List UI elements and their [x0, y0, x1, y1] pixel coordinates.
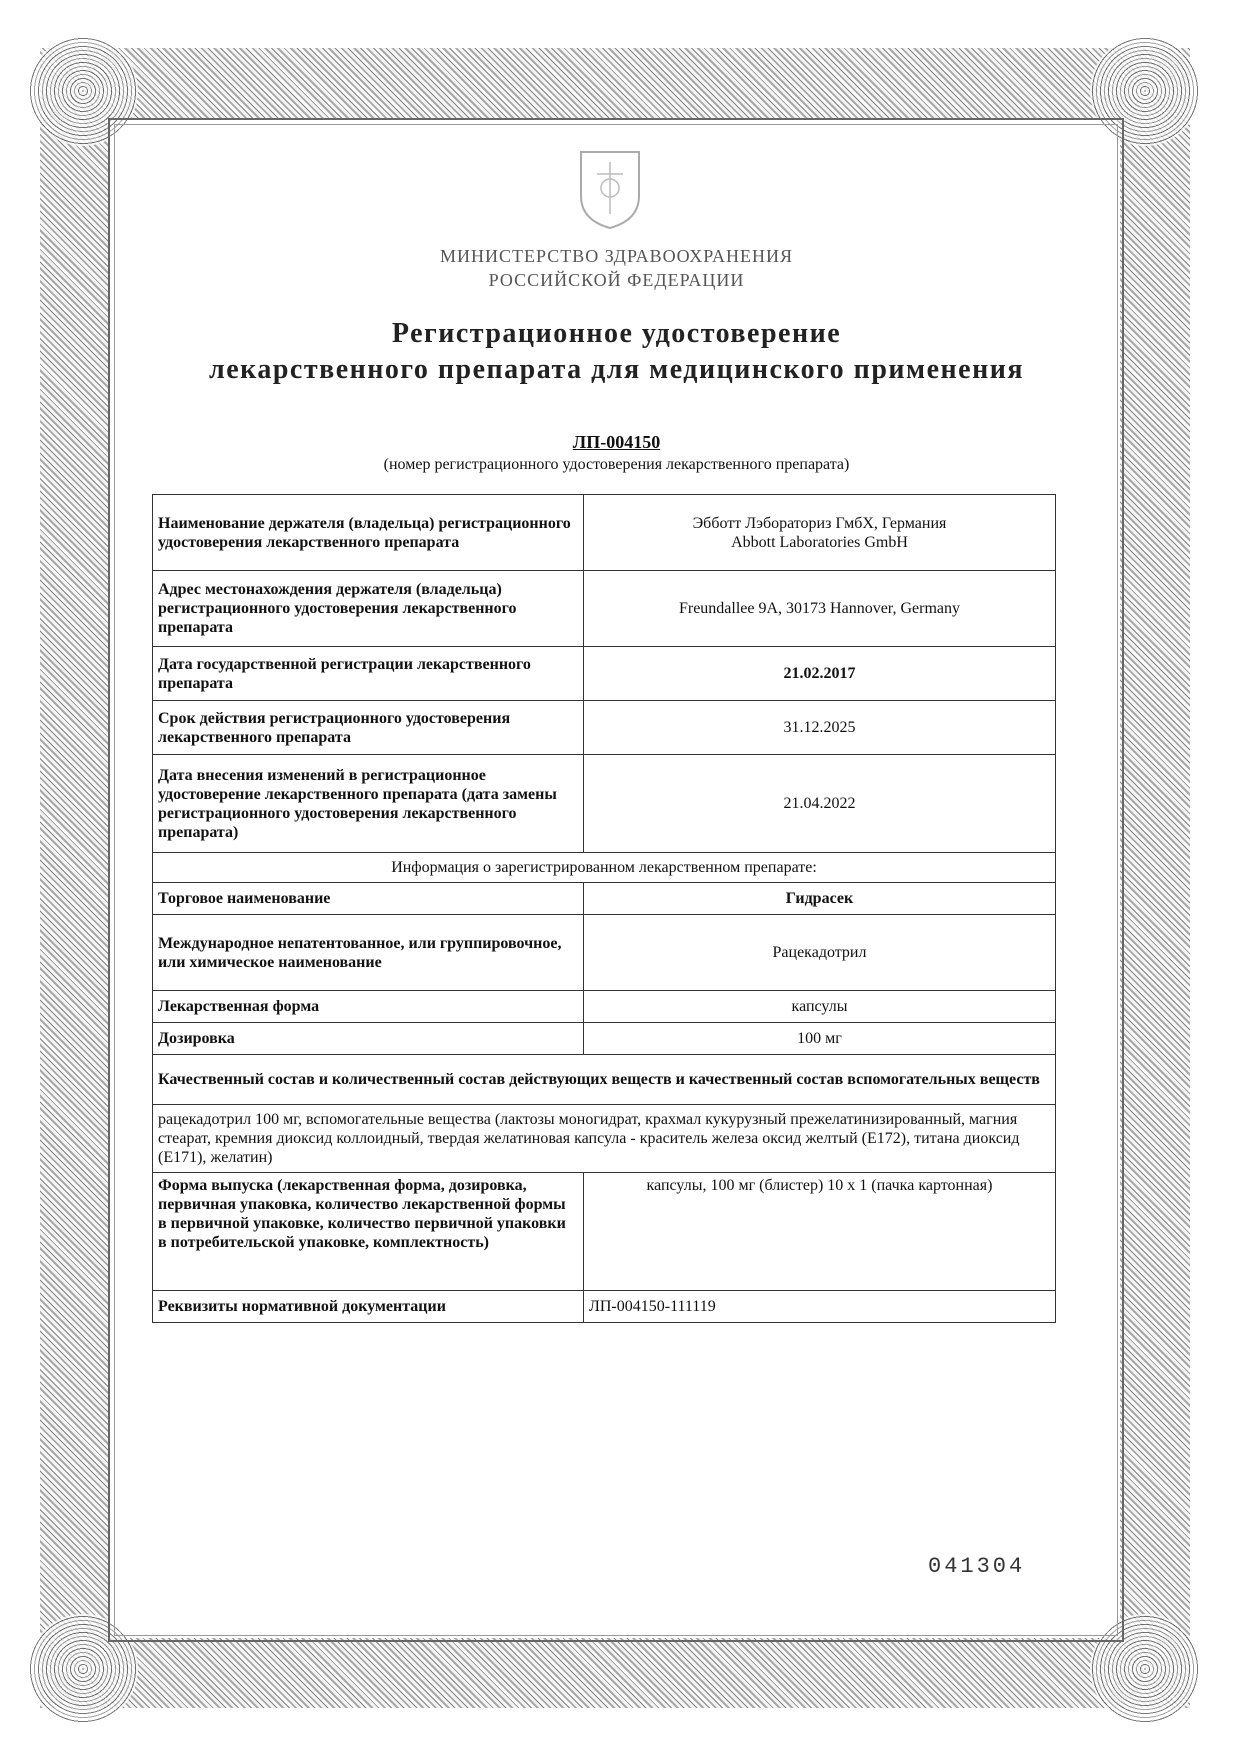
table-row [153, 1023, 1056, 1055]
registration-number: ЛП-004150 [572, 432, 661, 452]
ministry-name: МИНИСТЕРСТВО ЗДРАВООХРАНЕНИЯ [440, 246, 793, 266]
inn-value: Рацекадотрил [584, 915, 1056, 991]
composition-label: Качественный состав и количественный состав действующих веществ и качественный состав вспомогательных веществ [153, 1055, 1056, 1105]
table-row [153, 1173, 1056, 1291]
address-label: Адрес местонахождения держателя (владельца) регистрационного удостоверения лекарственного препарата [153, 571, 584, 647]
ministry-country: РОССИЙСКОЙ ФЕДЕРАЦИИ [488, 270, 745, 290]
composition-value: рацекадотрил 100 мг, вспомогательные вещества (лактозы моногидрат, крахмал кукурузный прежелатинизированный, магния стеарат, кремния диоксид коллоидный, твердая желатиновая капсула - краситель железа оксид желтый (E172), титана диоксид (E171), желатин) [153, 1105, 1056, 1173]
validity-label: Срок действия регистрационного удостоверения лекарственного препарата [153, 701, 584, 755]
table-row [153, 755, 1056, 853]
table-row [153, 915, 1056, 991]
table-row [153, 1055, 1056, 1105]
info-header: Информация о зарегистрированном лекарственном препарате: [153, 853, 1056, 883]
normative-doc-value: ЛП-004150-111119 [584, 1291, 1056, 1323]
reg-date-value: 21.02.2017 [584, 647, 1056, 701]
release-form-value: капсулы, 100 мг (блистер) 10 x 1 (пачка картонная) [584, 1173, 1056, 1291]
trade-name-value: Гидрасек [584, 883, 1056, 915]
address-value: Freundallee 9A, 30173 Hannover, Germany [584, 571, 1056, 647]
reg-date-label: Дата государственной регистрации лекарственного препарата [153, 647, 584, 701]
holder-label: Наименование держателя (владельца) регистрационного удостоверения лекарственного препарата [153, 495, 584, 571]
coat-of-arms-icon [577, 148, 643, 230]
dosage-form-value: капсулы [584, 991, 1056, 1023]
dosage-value: 100 мг [584, 1023, 1056, 1055]
document-subtitle: лекарственного препарата для медицинского применения [208, 354, 1024, 385]
inn-label: Международное непатентованное, или группировочное, или химическое наименование [153, 915, 584, 991]
changes-value: 21.04.2022 [584, 755, 1056, 853]
holder-value-en: Abbott Laboratories GmbH [731, 533, 908, 551]
table-row [153, 991, 1056, 1023]
table-row [153, 1105, 1056, 1173]
table-row [153, 701, 1056, 755]
trade-name-label: Торговое наименование [153, 883, 584, 915]
dosage-form-label: Лекарственная форма [153, 991, 584, 1023]
table-row [153, 853, 1056, 883]
table-row [153, 571, 1056, 647]
holder-value [584, 495, 1056, 571]
normative-doc-label: Реквизиты нормативной документации [153, 1291, 584, 1323]
validity-value: 31.12.2025 [584, 701, 1056, 755]
table-row [153, 1291, 1056, 1323]
table-row [153, 495, 1056, 571]
dosage-label: Дозировка [153, 1023, 584, 1055]
form-serial-number: 041304 [928, 1554, 1026, 1579]
changes-label: Дата внесения изменений в регистрационное удостоверение лекарственного препарата (дата замены регистрационного удостоверения лекарственного препарата) [153, 755, 584, 853]
holder-value-ru: Эбботт Лэбораториз ГмбХ, Германия [692, 514, 947, 532]
table-row [153, 883, 1056, 915]
table-row [153, 647, 1056, 701]
document-title: Регистрационное удостоверение [391, 318, 842, 349]
release-form-label: Форма выпуска (лекарственная форма, дозировка, первичная упаковка, количество лекарственной формы в первичной упаковке, количество первичной упаковки в потребительской упаковке, комплектность) [153, 1173, 584, 1291]
registration-number-caption: (номер регистрационного удостоверения лекарственного препарата) [383, 456, 850, 473]
certificate-table [152, 494, 1056, 1323]
